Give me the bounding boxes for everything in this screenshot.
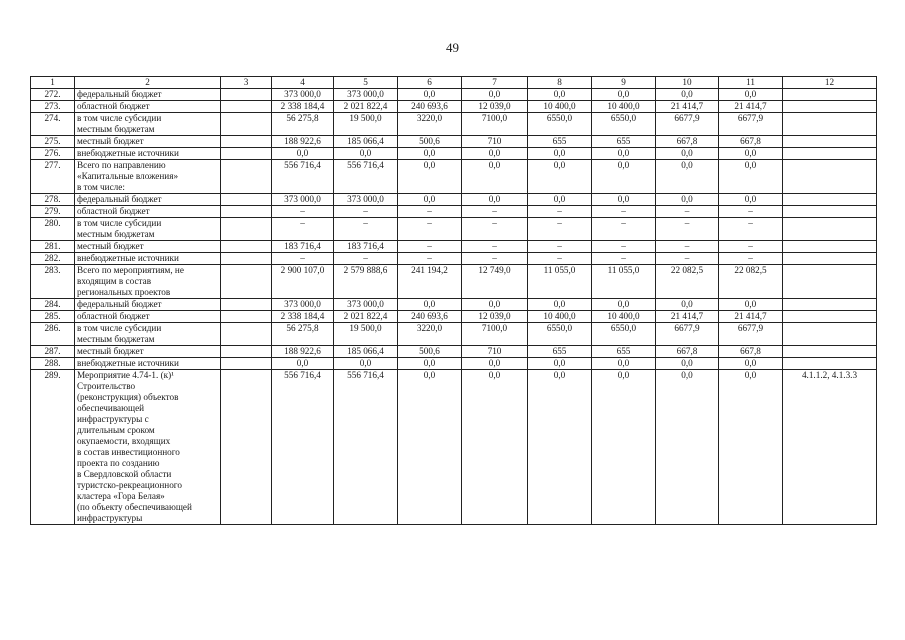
value-cell: 240 693,6 <box>398 101 462 113</box>
row-label-line: «Капитальные вложения» <box>77 171 179 181</box>
value-cell: 6677,9 <box>656 323 719 346</box>
table-row <box>31 89 877 101</box>
row-label-line: проекта по созданию <box>77 458 160 468</box>
value-cell: – <box>719 206 783 218</box>
value-cell: 183 716,4 <box>334 241 398 253</box>
value-cell: 0,0 <box>462 194 528 206</box>
row-label <box>75 265 221 299</box>
value-cell: 0,0 <box>398 358 462 370</box>
value-cell: 21 414,7 <box>656 101 719 113</box>
column-header: 1 <box>31 77 75 89</box>
column-header: 2 <box>75 77 221 89</box>
column-header: 8 <box>528 77 592 89</box>
row-label <box>75 253 221 265</box>
value-cell: 10 400,0 <box>528 311 592 323</box>
value-cell: 7100,0 <box>462 323 528 346</box>
row-label <box>75 101 221 113</box>
row-label <box>75 346 221 358</box>
value-cell: – <box>462 241 528 253</box>
value-cell: 0,0 <box>528 160 592 194</box>
value-cell: 0,0 <box>398 89 462 101</box>
value-cell: 6550,0 <box>528 323 592 346</box>
empty-cell <box>221 358 272 370</box>
value-cell: – <box>528 218 592 241</box>
empty-cell <box>221 113 272 136</box>
column-header: 12 <box>783 77 877 89</box>
value-cell: 710 <box>462 346 528 358</box>
empty-cell <box>221 265 272 299</box>
column-header: 11 <box>719 77 783 89</box>
value-cell: 0,0 <box>528 299 592 311</box>
value-cell: 0,0 <box>592 194 656 206</box>
value-cell: 373 000,0 <box>334 194 398 206</box>
value-cell: 373 000,0 <box>334 299 398 311</box>
value-cell: – <box>462 206 528 218</box>
reference-cell <box>783 148 877 160</box>
table-row <box>31 265 877 299</box>
empty-cell <box>221 218 272 241</box>
value-cell: – <box>334 206 398 218</box>
row-label <box>75 323 221 346</box>
value-cell: 500,6 <box>398 346 462 358</box>
empty-cell <box>221 206 272 218</box>
value-cell: 0,0 <box>398 148 462 160</box>
value-cell: 373 000,0 <box>272 194 334 206</box>
row-label-line: федеральный бюджет <box>77 194 162 204</box>
value-cell: 0,0 <box>398 370 462 525</box>
value-cell: 655 <box>528 346 592 358</box>
value-cell: 655 <box>592 136 656 148</box>
value-cell: 0,0 <box>528 358 592 370</box>
value-cell: – <box>398 218 462 241</box>
reference-cell <box>783 136 877 148</box>
value-cell: 556 716,4 <box>334 160 398 194</box>
row-label <box>75 299 221 311</box>
value-cell: 12 749,0 <box>462 265 528 299</box>
row-label-line: местный бюджет <box>77 346 144 356</box>
row-number: 278. <box>31 194 75 206</box>
value-cell: 0,0 <box>398 160 462 194</box>
empty-cell <box>221 194 272 206</box>
empty-cell <box>221 370 272 525</box>
empty-cell <box>221 101 272 113</box>
row-number: 286. <box>31 323 75 346</box>
value-cell: 2 021 822,4 <box>334 101 398 113</box>
value-cell: 10 400,0 <box>592 311 656 323</box>
reference-cell <box>783 311 877 323</box>
value-cell: – <box>592 206 656 218</box>
row-label-line: региональных проектов <box>77 287 171 297</box>
value-cell: 10 400,0 <box>592 101 656 113</box>
value-cell: 6550,0 <box>592 113 656 136</box>
row-label-line: внебюджетные источники <box>77 253 179 263</box>
value-cell: 2 900 107,0 <box>272 265 334 299</box>
value-cell: 0,0 <box>528 194 592 206</box>
row-label-line: федеральный бюджет <box>77 299 162 309</box>
value-cell: 0,0 <box>592 370 656 525</box>
value-cell: – <box>719 253 783 265</box>
empty-cell <box>221 160 272 194</box>
row-label-line: местным бюджетам <box>77 229 155 239</box>
row-label <box>75 241 221 253</box>
value-cell: – <box>656 218 719 241</box>
value-cell: 183 716,4 <box>272 241 334 253</box>
row-number: 275. <box>31 136 75 148</box>
table-row <box>31 370 877 525</box>
row-number: 274. <box>31 113 75 136</box>
row-label-line: в том числе субсидии <box>77 113 162 123</box>
table-row <box>31 253 877 265</box>
row-label <box>75 160 221 194</box>
value-cell: 667,8 <box>656 136 719 148</box>
budget-table <box>30 76 877 525</box>
value-cell: 0,0 <box>592 160 656 194</box>
value-cell: – <box>334 253 398 265</box>
empty-cell <box>221 323 272 346</box>
row-number: 287. <box>31 346 75 358</box>
row-label-line: местный бюджет <box>77 136 144 146</box>
value-cell: 500,6 <box>398 136 462 148</box>
value-cell: 0,0 <box>462 160 528 194</box>
table-row <box>31 206 877 218</box>
value-cell: 21 414,7 <box>719 311 783 323</box>
row-label-line: федеральный бюджет <box>77 89 162 99</box>
value-cell: 0,0 <box>656 370 719 525</box>
value-cell: 0,0 <box>592 148 656 160</box>
column-header: 4 <box>272 77 334 89</box>
row-label-line: длительным сроком <box>77 425 155 435</box>
value-cell: 6677,9 <box>656 113 719 136</box>
table-row <box>31 346 877 358</box>
row-number: 281. <box>31 241 75 253</box>
value-cell: 0,0 <box>334 358 398 370</box>
value-cell: – <box>398 253 462 265</box>
row-label-line: Мероприятие 4.74-1. (к)¹ <box>77 370 174 380</box>
empty-cell <box>221 311 272 323</box>
value-cell: 0,0 <box>656 358 719 370</box>
value-cell: 185 066,4 <box>334 346 398 358</box>
row-number: 272. <box>31 89 75 101</box>
row-label-line: (реконструкция) объектов <box>77 392 179 402</box>
value-cell: 0,0 <box>719 358 783 370</box>
value-cell: 0,0 <box>719 160 783 194</box>
value-cell: – <box>272 206 334 218</box>
row-label-line: инфраструктуры с <box>77 414 149 424</box>
value-cell: 22 082,5 <box>719 265 783 299</box>
row-label-line: в состав инвестиционного <box>77 447 180 457</box>
value-cell: 241 194,2 <box>398 265 462 299</box>
value-cell: 0,0 <box>656 148 719 160</box>
row-label-line: (по объекту обеспечивающей <box>77 502 192 512</box>
value-cell: 0,0 <box>719 299 783 311</box>
value-cell: 373 000,0 <box>272 89 334 101</box>
row-label-line: инфраструктуры <box>77 513 143 523</box>
value-cell: 556 716,4 <box>272 160 334 194</box>
empty-cell <box>221 241 272 253</box>
value-cell: – <box>398 206 462 218</box>
row-label-line: местным бюджетам <box>77 334 155 344</box>
row-label-line: в том числе субсидии <box>77 218 162 228</box>
column-header: 7 <box>462 77 528 89</box>
value-cell: – <box>528 206 592 218</box>
value-cell: – <box>656 206 719 218</box>
header-row <box>31 77 877 89</box>
row-number: 284. <box>31 299 75 311</box>
row-label <box>75 370 221 525</box>
table-row <box>31 148 877 160</box>
value-cell: 22 082,5 <box>656 265 719 299</box>
value-cell: 56 275,8 <box>272 113 334 136</box>
value-cell: 10 400,0 <box>528 101 592 113</box>
row-number: 276. <box>31 148 75 160</box>
value-cell: 0,0 <box>398 194 462 206</box>
row-label <box>75 136 221 148</box>
reference-cell <box>783 194 877 206</box>
row-number: 273. <box>31 101 75 113</box>
row-number: 277. <box>31 160 75 194</box>
row-label-line: Всего по мероприятиям, не <box>77 265 184 275</box>
value-cell: 0,0 <box>592 299 656 311</box>
row-label-line: областной бюджет <box>77 101 150 111</box>
value-cell: 3220,0 <box>398 323 462 346</box>
reference-cell <box>783 299 877 311</box>
empty-cell <box>221 148 272 160</box>
value-cell: – <box>719 241 783 253</box>
row-label-line: внебюджетные источники <box>77 148 179 158</box>
reference-cell <box>783 253 877 265</box>
value-cell: 188 922,6 <box>272 346 334 358</box>
value-cell: 6550,0 <box>592 323 656 346</box>
value-cell: 0,0 <box>528 89 592 101</box>
value-cell: 21 414,7 <box>719 101 783 113</box>
row-label <box>75 194 221 206</box>
reference-cell: 4.1.1.2, 4.1.3.3 <box>783 370 877 525</box>
value-cell: 667,8 <box>719 136 783 148</box>
reference-cell <box>783 160 877 194</box>
value-cell: 19 500,0 <box>334 113 398 136</box>
reference-cell <box>783 358 877 370</box>
row-label-line: окупаемости, входящих <box>77 436 171 446</box>
row-number: 289. <box>31 370 75 525</box>
value-cell: – <box>462 253 528 265</box>
row-label-line: обеспечивающей <box>77 403 145 413</box>
empty-cell <box>221 346 272 358</box>
value-cell: 667,8 <box>719 346 783 358</box>
row-number: 283. <box>31 265 75 299</box>
empty-cell <box>221 253 272 265</box>
value-cell: 0,0 <box>592 89 656 101</box>
value-cell: – <box>656 241 719 253</box>
row-label-line: Строительство <box>77 381 136 391</box>
table-row <box>31 299 877 311</box>
value-cell: 0,0 <box>719 89 783 101</box>
value-cell: 2 579 888,6 <box>334 265 398 299</box>
value-cell: 11 055,0 <box>592 265 656 299</box>
value-cell: 56 275,8 <box>272 323 334 346</box>
value-cell: 12 039,0 <box>462 101 528 113</box>
value-cell: – <box>719 218 783 241</box>
value-cell: – <box>592 218 656 241</box>
value-cell: 6677,9 <box>719 323 783 346</box>
row-label-line: кластера «Гора Белая» <box>77 491 165 501</box>
value-cell: – <box>334 218 398 241</box>
row-number: 285. <box>31 311 75 323</box>
table-row <box>31 323 877 346</box>
row-number: 280. <box>31 218 75 241</box>
column-header: 5 <box>334 77 398 89</box>
row-number: 288. <box>31 358 75 370</box>
value-cell: 7100,0 <box>462 113 528 136</box>
table-row <box>31 101 877 113</box>
page-number: 49 <box>446 40 459 55</box>
value-cell: 0,0 <box>462 370 528 525</box>
value-cell: – <box>272 218 334 241</box>
value-cell: 667,8 <box>656 346 719 358</box>
row-label-line: областной бюджет <box>77 311 150 321</box>
value-cell: 3220,0 <box>398 113 462 136</box>
reference-cell <box>783 218 877 241</box>
value-cell: 0,0 <box>528 370 592 525</box>
table-row <box>31 358 877 370</box>
row-label-line: внебюджетные источники <box>77 358 179 368</box>
reference-cell <box>783 206 877 218</box>
value-cell: 0,0 <box>334 148 398 160</box>
value-cell: 185 066,4 <box>334 136 398 148</box>
value-cell: 240 693,6 <box>398 311 462 323</box>
empty-cell <box>221 136 272 148</box>
value-cell: – <box>398 241 462 253</box>
row-label <box>75 218 221 241</box>
reference-cell <box>783 241 877 253</box>
row-label-line: областной бюджет <box>77 206 150 216</box>
row-label <box>75 358 221 370</box>
table-row <box>31 241 877 253</box>
value-cell: 2 021 822,4 <box>334 311 398 323</box>
value-cell: 2 338 184,4 <box>272 311 334 323</box>
value-cell: – <box>272 253 334 265</box>
value-cell: 373 000,0 <box>334 89 398 101</box>
value-cell: 12 039,0 <box>462 311 528 323</box>
row-label-line: в том числе субсидии <box>77 323 162 333</box>
value-cell: 6550,0 <box>528 113 592 136</box>
row-label-line: в том числе: <box>77 182 125 192</box>
reference-cell <box>783 89 877 101</box>
table-row <box>31 194 877 206</box>
value-cell: 0,0 <box>656 299 719 311</box>
value-cell: 0,0 <box>398 299 462 311</box>
row-label-line: Всего по направлению <box>77 160 166 170</box>
table-row <box>31 160 877 194</box>
value-cell: – <box>528 241 592 253</box>
value-cell: 556 716,4 <box>334 370 398 525</box>
value-cell: 6677,9 <box>719 113 783 136</box>
value-cell: 0,0 <box>592 358 656 370</box>
value-cell: 0,0 <box>656 89 719 101</box>
table-row <box>31 311 877 323</box>
value-cell: 0,0 <box>272 148 334 160</box>
value-cell: 0,0 <box>462 148 528 160</box>
value-cell: 0,0 <box>462 358 528 370</box>
row-label-line: входящим в состав <box>77 276 152 286</box>
value-cell: 0,0 <box>528 148 592 160</box>
value-cell: 0,0 <box>462 89 528 101</box>
value-cell: 556 716,4 <box>272 370 334 525</box>
value-cell: 0,0 <box>462 299 528 311</box>
table-row <box>31 113 877 136</box>
column-header: 10 <box>656 77 719 89</box>
reference-cell <box>783 265 877 299</box>
column-header: 3 <box>221 77 272 89</box>
value-cell: 373 000,0 <box>272 299 334 311</box>
value-cell: 2 338 184,4 <box>272 101 334 113</box>
row-label-line: местный бюджет <box>77 241 144 251</box>
value-cell: 655 <box>592 346 656 358</box>
value-cell: 19 500,0 <box>334 323 398 346</box>
table-row <box>31 136 877 148</box>
value-cell: – <box>528 253 592 265</box>
value-cell: – <box>656 253 719 265</box>
row-number: 279. <box>31 206 75 218</box>
value-cell: 188 922,6 <box>272 136 334 148</box>
row-label <box>75 113 221 136</box>
row-label-line: в Свердловской области <box>77 469 172 479</box>
row-label <box>75 206 221 218</box>
value-cell: 0,0 <box>719 194 783 206</box>
row-number: 282. <box>31 253 75 265</box>
row-label <box>75 311 221 323</box>
value-cell: 0,0 <box>272 358 334 370</box>
value-cell: 0,0 <box>656 194 719 206</box>
value-cell: 0,0 <box>719 370 783 525</box>
reference-cell <box>783 346 877 358</box>
value-cell: 0,0 <box>719 148 783 160</box>
empty-cell <box>221 89 272 101</box>
value-cell: 655 <box>528 136 592 148</box>
empty-cell <box>221 299 272 311</box>
value-cell: – <box>462 218 528 241</box>
column-header: 9 <box>592 77 656 89</box>
value-cell: 11 055,0 <box>528 265 592 299</box>
value-cell: 710 <box>462 136 528 148</box>
value-cell: – <box>592 253 656 265</box>
reference-cell <box>783 113 877 136</box>
reference-cell <box>783 101 877 113</box>
row-label <box>75 148 221 160</box>
row-label-line: туристско-рекреационного <box>77 480 182 490</box>
table-row <box>31 218 877 241</box>
value-cell: 21 414,7 <box>656 311 719 323</box>
value-cell: – <box>592 241 656 253</box>
reference-cell <box>783 323 877 346</box>
row-label-line: местным бюджетам <box>77 124 155 134</box>
row-label <box>75 89 221 101</box>
column-header: 6 <box>398 77 462 89</box>
value-cell: 0,0 <box>656 160 719 194</box>
